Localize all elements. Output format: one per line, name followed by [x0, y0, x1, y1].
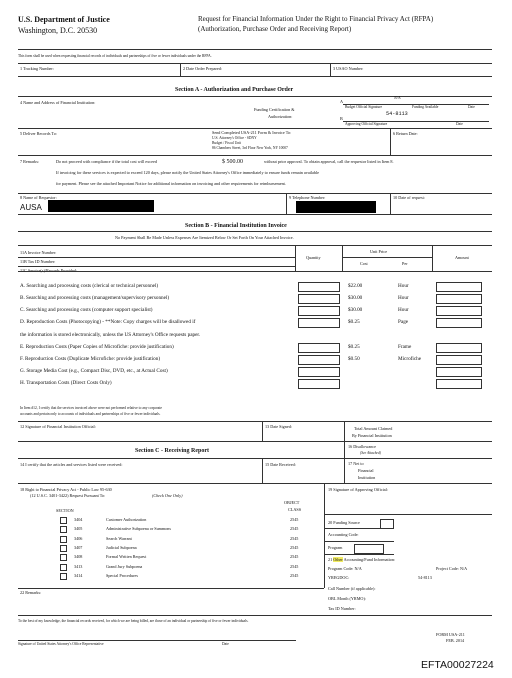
received-certify-label: 14 I certify that the articles and services listed were received: — [20, 462, 123, 467]
unit-price-col-left — [342, 245, 343, 271]
rfpa-object-class: 2545 — [290, 544, 299, 550]
service-item-label: B. Searching and processing costs (management/supervisory personnel) — [20, 295, 170, 301]
na-mark: N/A — [394, 95, 401, 100]
rfpa-section-name: Grand Jury Subpoena — [106, 563, 143, 569]
rfpa-section-name: Formal Written Request — [106, 554, 147, 560]
return-date-label: 6 Return Date: — [393, 131, 418, 136]
rfpa-section-code: 3413 — [74, 563, 83, 569]
unit-price-header: Unit Price — [370, 249, 388, 254]
total-claimed-1: Total Amount Claimed — [354, 426, 393, 431]
fi-signature-label: 12 Signature of Financial Institution Official: — [20, 424, 96, 429]
section-b-note-line — [18, 245, 492, 246]
form-number: FORM USA-211 — [436, 632, 465, 637]
remarks-22-label: 22 Remarks: — [20, 590, 42, 595]
date-received-label: 15 Date Received: — [265, 462, 296, 467]
approving-sig-line — [324, 514, 492, 515]
section-a-line — [18, 96, 492, 97]
date-order-label: 2 Date Order Prepared: — [183, 66, 222, 71]
service-item-label: G. Storage Media Cost (e.g., Compact Disc, DVD, etc., at Actual Cost) — [20, 368, 168, 374]
object-col-header-2: CLASS — [288, 507, 302, 512]
send-to-line-1: Send Completed USA-211 Form & Invoice To: — [212, 130, 292, 135]
requestor-name-label: 8 Name of Requestor: — [20, 195, 57, 200]
phone-label: 9 Telephone Number: — [289, 195, 326, 200]
amount-input[interactable] — [436, 367, 482, 377]
section-c-line — [18, 458, 492, 459]
row1-divider-2 — [330, 63, 331, 76]
service-item-label: H. Transportation Costs (Direct Costs Only) — [20, 380, 112, 386]
rfpa-object-class: 2545 — [290, 563, 299, 569]
row8-bottom-line — [18, 214, 492, 215]
program-code-label: Program Code: N/A — [328, 566, 362, 571]
service-item-label: C. Searching and processing costs (computer support specialist) — [20, 307, 153, 313]
rfpa-object-class: 2545 — [290, 535, 299, 541]
rfpa-section-code: 3405 — [74, 526, 83, 532]
remarks-line-1a: Do not proceed with compliance if the total cost will exceed — [56, 159, 157, 164]
rfpa-object-class: 2545 — [290, 526, 299, 532]
unit-cost: $0.25 — [348, 344, 360, 350]
request-date-label: 10 Date of request: — [393, 195, 425, 200]
call-number-label: Call Number (if applicable): — [328, 586, 376, 591]
section-b-note: No Payment Shall Be Made Unless Expenses Are Itemized Below Or Set Forth On Your Attached Invoice. — [115, 235, 294, 240]
yregdoc-value: 54-8113 — [418, 575, 432, 580]
program-input[interactable] — [354, 544, 384, 554]
rfpa-col-divider — [324, 483, 325, 588]
project-code-label: Project Code: N/A — [436, 566, 468, 571]
invoice-line — [18, 257, 295, 258]
rfpa-label-2: (12 U.S.C. 3401-3422) Request Pursuant To: — [30, 493, 106, 498]
form-date: FEB. 2014 — [446, 638, 465, 643]
rep-signature-line — [18, 640, 296, 641]
rfpa-section-code: 3408 — [74, 554, 83, 560]
other-highlight: Other — [333, 557, 343, 562]
redaction-phone — [296, 201, 376, 213]
row12-divider-1 — [262, 421, 263, 441]
tracking-number-label: 1 Tracking Number: — [20, 66, 54, 71]
quantity-input[interactable] — [298, 318, 340, 328]
remarks-line-3: for payment. Please see the attached Important Notice for additional information on invoicing and other requirements for reimbursement. — [56, 181, 286, 186]
rfpa-section-name: Judicial Subpoena — [106, 544, 137, 550]
unit-per: Hour — [398, 295, 409, 301]
remarks-line-1b: without prior approval. To obtain approval, call the requestor listed in Item 8. — [264, 159, 394, 164]
service-item-label: the information is stored electronically, unless the US Attorney's Office requests paper. — [20, 332, 201, 338]
program-line — [324, 554, 394, 555]
certify-line-2: accounts and pertain only to accounts of individuals and partnerships of five or fewer individuals. — [20, 412, 161, 416]
form-title-line2: (Authorization, Purchase Order and Receiving Report) — [198, 25, 352, 33]
taxid-line — [18, 266, 295, 267]
institution-name-label: 4 Name and Address of Financial Institution: — [20, 100, 96, 105]
net-label-2: Financial — [358, 468, 374, 473]
rfpa-checkbox[interactable] — [60, 554, 67, 561]
date-signed-label: 13 Date Signed: — [265, 424, 292, 429]
row4-bottom-line — [18, 128, 492, 129]
tax-id-label: 11B Tax ID Number: — [20, 259, 56, 264]
quantity-input[interactable] — [298, 294, 340, 304]
amount-input[interactable] — [436, 306, 482, 316]
requestor-name: AUSA — [20, 203, 42, 212]
tax-id-number-label: Tax ID Number: — [328, 606, 356, 611]
program-label: Program — [328, 545, 343, 550]
section-col-header: SECTION — [56, 508, 74, 513]
rfpa-object-class: 2545 — [290, 572, 299, 578]
amount-header: Amount — [455, 255, 469, 260]
accounting-code-label: Accounting Code: — [328, 532, 359, 537]
rfpa-section-code: 3407 — [74, 544, 83, 550]
approving-sig-label: Approving Official Signature — [345, 122, 388, 126]
disallowance-label: 16 Disallowance — [348, 444, 377, 449]
unit-cost: $30.00 — [348, 295, 363, 301]
rfpa-checkbox[interactable] — [60, 536, 67, 543]
unit-cost: $0.50 — [348, 356, 360, 362]
redaction-requestor — [48, 200, 154, 212]
rfpa-checkbox[interactable] — [60, 564, 67, 571]
remarks-label: 7 Remarks: — [20, 159, 40, 164]
rfpa-object-class: 2545 — [290, 517, 299, 522]
line-a-marker: A — [340, 99, 344, 104]
rfpa-section-name: Special Procedures — [106, 572, 138, 578]
row14-bottom-line — [18, 483, 492, 484]
funding-cert-label-2: Authorization: — [268, 114, 293, 119]
check-one-label: (Check One Only) — [152, 493, 183, 498]
remarks-line-2: If invoicing for these services is expected to exceed 120 days, please notify the United States Attorney's Office immediately to ensure funds remain available — [56, 170, 320, 175]
send-to-line-3: Budget / Fiscal Unit — [212, 141, 242, 145]
object-col-header-1: OBJECT — [284, 500, 300, 505]
unit-per: Hour — [398, 307, 409, 313]
unit-price-sub-line — [342, 257, 432, 258]
service-item-label: E. Reproduction Costs (Paper Copies of Microfiche: provide justification) — [20, 344, 174, 350]
rfpa-section-code: 3404 — [74, 517, 83, 522]
row14-divider — [262, 458, 263, 483]
section-c-title: Section C - Receiving Report — [135, 448, 209, 454]
rfpa-section-name: Customer Authorization — [106, 517, 147, 522]
approving-signature-label: 19 Signature of Approving Official: — [328, 487, 388, 492]
amount-input[interactable] — [436, 355, 482, 365]
net-label-1: 17 Net to — [348, 461, 364, 466]
rfpa-checkbox[interactable] — [60, 545, 67, 552]
section-a-title: Section A - Authorization and Purchase Order — [175, 87, 294, 93]
rfpa-object-class: 2545 — [290, 554, 299, 560]
funding-source-label: 20 Funding Source — [328, 520, 360, 525]
rfpa-bottom-line — [18, 588, 324, 589]
rfpa-section-code: 3406 — [74, 535, 83, 541]
approving-date-label: Date — [456, 122, 463, 126]
knowledge-statement: To the best of my knowledge, the financial records received, for which we are being billed, are those of an individual or partnership of five or fewer individuals. — [18, 619, 249, 623]
rfpa-section-name: Search Warrant — [106, 535, 132, 541]
amount-input[interactable] — [436, 294, 482, 304]
rfpa-label-1: 18 Right to Financial Privacy Act - Public Law 95-630 — [20, 487, 112, 492]
service-item-label: F. Reproduction Costs (Duplicate Microfiche: provide justification) — [20, 356, 161, 362]
rfpa-section-code: 3414 — [74, 572, 83, 578]
certify-bottom-line — [18, 421, 492, 422]
funding-code: 54-8113 — [386, 111, 408, 117]
cost-header: Cost — [360, 261, 368, 266]
service-item-label: A. Searching and processing costs (clerical or technical personnel) — [20, 283, 159, 289]
section-b-title: Section B - Financial Institution Invoice — [185, 223, 287, 229]
rfpa-checkbox[interactable] — [60, 526, 67, 533]
row7-bottom-line — [18, 193, 492, 194]
quantity-col-left — [295, 245, 296, 271]
rfpa-checkbox[interactable] — [60, 573, 67, 580]
budget-date-label: Date — [468, 105, 475, 109]
row12-bottom-line — [18, 441, 492, 442]
amount-input[interactable] — [436, 318, 482, 328]
rep-date-label: Date — [222, 642, 229, 646]
see-attached-label: (See Attached) — [360, 451, 381, 455]
accounting-code-line — [324, 541, 394, 542]
section-c-bottom-line — [18, 615, 492, 616]
certify-line-1: In Item #12, I certify that the services invoiced above were not performed relative to any corporate — [20, 406, 162, 410]
send-to-line-2: U.S. Attorney's Office - SDNY — [212, 136, 257, 140]
quantity-input[interactable] — [298, 367, 340, 377]
header-divider — [18, 49, 492, 50]
other-accounting-label: 21 Other Accounting/Fund Information: — [328, 557, 396, 562]
funding-available-label: Funding Available — [412, 105, 439, 109]
deliver-records-label: 5 Deliver Records To: — [20, 131, 57, 136]
invoice-number-label: 11A Invoice Number: — [20, 250, 57, 255]
unit-per: Page — [398, 319, 409, 325]
unit-cost: $30.00 — [348, 307, 363, 313]
totals-col-divider — [344, 421, 345, 483]
amount-input[interactable] — [436, 379, 482, 389]
obl-month-label: OBL Month (YRMO): — [328, 596, 366, 601]
yregdoc-label: YREGDOC: — [328, 575, 350, 580]
cost-limit-amount: $ 500.00 — [222, 159, 243, 165]
quantity-input[interactable] — [298, 379, 340, 389]
quantity-input[interactable] — [298, 355, 340, 365]
form-usage-note: This form shall be used when requesting financial records of individuals and partnerships of five or fewer individuals under the RFPA. — [18, 54, 212, 58]
total-claimed-2: By Financial Institution — [352, 433, 392, 438]
quantity-input[interactable] — [298, 306, 340, 316]
form-title-line1: Request for Financial Information Under the Right to Financial Privacy Act (RFPA) — [198, 15, 434, 23]
row1-bottom-line — [18, 76, 492, 77]
quantity-input[interactable] — [298, 282, 340, 292]
rep-signature-label: Signature of United States Attorney's Office Representative — [18, 642, 104, 646]
send-to-line-4: 86 Chambers Street, 3rd Floor New York, NY 10007 — [212, 146, 288, 150]
budget-sig-label: Budget Official Signature — [345, 105, 383, 109]
unit-per: Microfiche — [398, 356, 422, 362]
rfpa-section-name: Administrative Subpoena or Summons — [106, 526, 172, 532]
row8-divider-1 — [286, 193, 287, 214]
amount-col-left — [432, 245, 433, 271]
service-item-label: D. Reproduction Costs (Photocopying) - **Note: Copy charges will be disallowed if — [20, 319, 196, 325]
unit-cost: $0.25 — [348, 319, 360, 325]
funding-source-line — [324, 528, 394, 529]
return-date-divider — [390, 128, 391, 155]
amount-input[interactable] — [436, 282, 482, 292]
net-label-3: Institution — [358, 475, 376, 480]
line-b-marker: B — [340, 116, 343, 121]
row8-divider-2 — [390, 193, 391, 214]
quantity-input[interactable] — [298, 343, 340, 353]
services-label: 11C Service(s)/Records Provided: — [20, 268, 78, 273]
funding-cert-label-1: Funding Certification & — [254, 107, 295, 112]
row1-top-line — [18, 63, 492, 64]
rfpa-checkbox[interactable] — [60, 517, 67, 524]
amount-input[interactable] — [436, 343, 482, 353]
unit-per: Frame — [398, 344, 412, 350]
row5-bottom-line — [18, 155, 492, 156]
bates-number: EFTA00027224 — [421, 659, 494, 671]
unit-per: Hour — [398, 283, 409, 289]
row1-divider-1 — [180, 63, 181, 76]
section-b-line — [18, 231, 492, 232]
department-city: Washington, D.C. 20530 — [18, 26, 98, 35]
per-header: Per — [402, 261, 408, 266]
unit-cost: $22.00 — [348, 283, 363, 289]
usao-number-label: 3 USAO Number: — [333, 66, 364, 71]
department-name: U.S. Department of Justice — [18, 15, 110, 24]
quantity-header: Quantity — [306, 255, 321, 260]
